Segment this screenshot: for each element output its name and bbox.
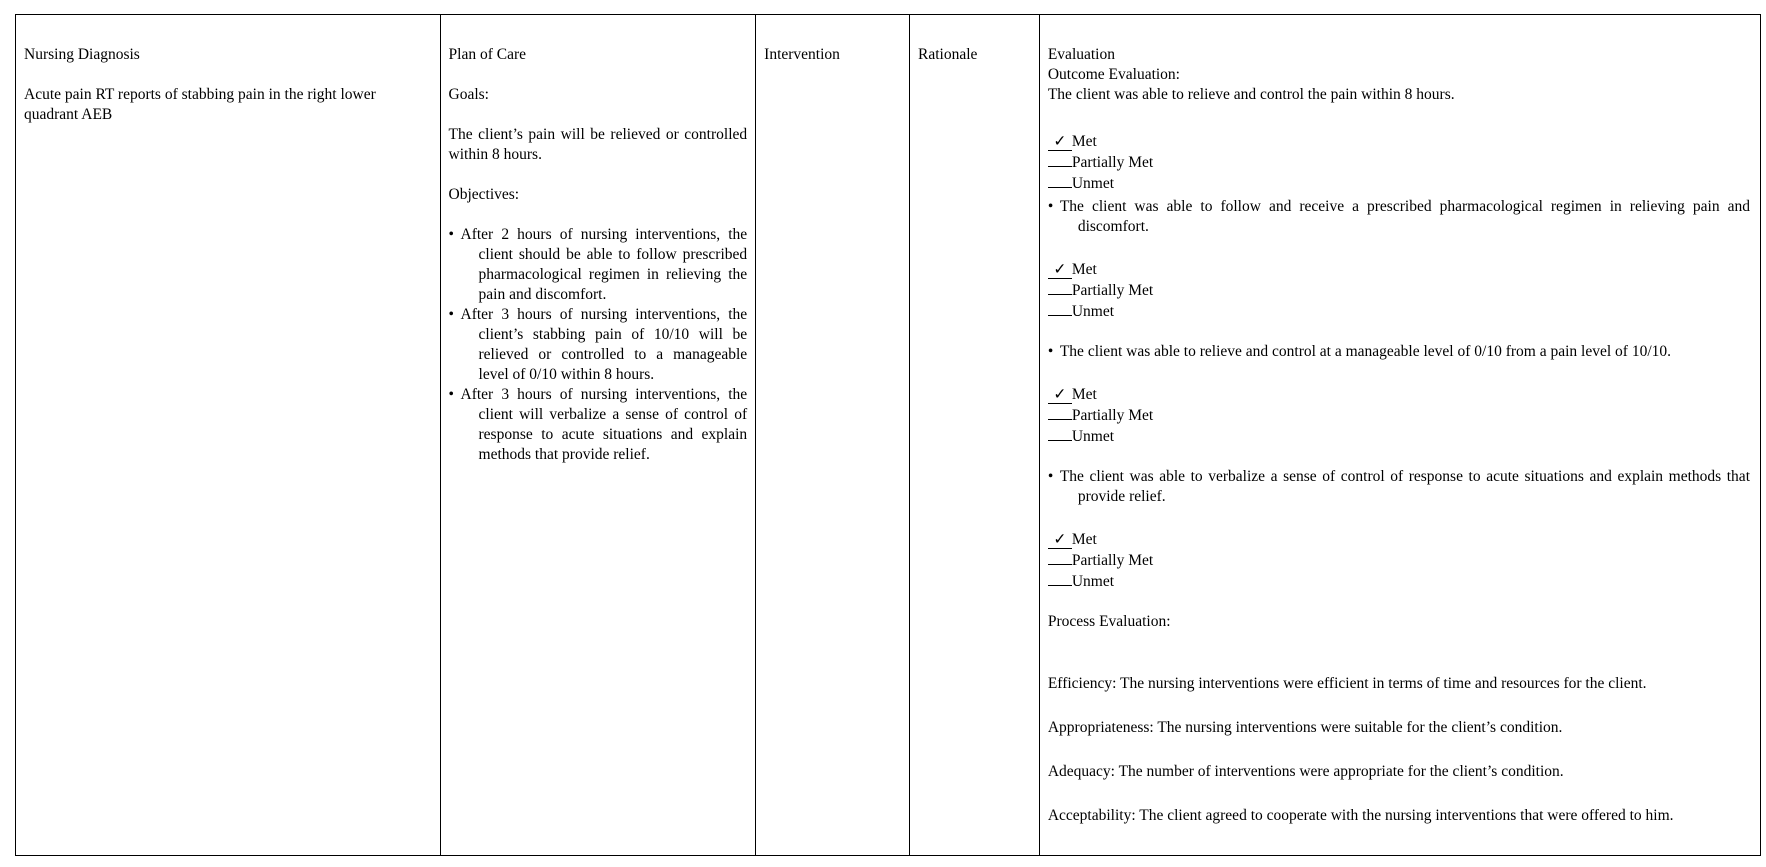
process-adequacy: Adequacy: The number of interventions were appropriate for the client’s condition. <box>1047 763 1564 780</box>
bullet: • <box>448 226 454 243</box>
plan-heading: Plan of Care <box>448 46 526 63</box>
check-icon: ✓ <box>1048 261 1072 279</box>
column-plan-of-care <box>441 15 757 855</box>
evaluation-heading: Evaluation <box>1047 46 1115 63</box>
blank-line <box>1048 301 1072 316</box>
outcome-evaluation-label: Outcome Evaluation: <box>1047 66 1180 83</box>
outcome-item: • The client was able to follow and receive a prescribed pharmacological regimen in relieving pain and discomfort. <box>1047 198 1750 235</box>
process-appropriateness: Appropriateness: The nursing interventions were suitable for the client’s condition. <box>1047 719 1563 736</box>
blank-line <box>1048 550 1072 565</box>
care-plan-table <box>15 14 1761 856</box>
blank-line <box>1048 571 1072 586</box>
objective-item: • After 3 hours of nursing interventions, the client will verbalize a sense of control of response to acute situations and explain methods that provide relief. <box>448 386 748 463</box>
diagnosis-text: Acute pain RT reports of stabbing pain in the right lower quadrant AEB <box>24 86 376 123</box>
outcome-item: • The client was able to verbalize a sense of control of response to acute situations and explain methods that provide relief. <box>1047 468 1750 505</box>
objective-item: • After 3 hours of nursing interventions, the client’s stabbing pain of 10/10 will be relieved or controlled to a manageable level of 0/10 within 8 hours. <box>448 306 748 383</box>
check-icon: ✓ <box>1048 531 1072 549</box>
check-icon: ✓ <box>1048 133 1072 151</box>
objective-item: • After 2 hours of nursing interventions, the client should be able to follow prescribed pharmacological regimen in relieving the pain and discomfort. <box>448 226 748 303</box>
process-efficiency: Efficiency: The nursing interventions were efficient in terms of time and resources for the client. <box>1047 675 1647 692</box>
outcome-list <box>1048 342 1750 362</box>
column-intervention <box>756 15 910 855</box>
column-rationale <box>910 15 1040 855</box>
intervention-heading: Intervention <box>764 46 840 63</box>
goal-text: The client’s pain will be relieved or controlled within 8 hours. <box>448 126 748 163</box>
blank-line <box>1048 405 1072 420</box>
rating-group: ✓ Met Partially Met Unmet <box>1048 260 1750 322</box>
blank-line <box>1048 280 1072 295</box>
bullet: • <box>448 386 454 403</box>
column-nursing-diagnosis <box>16 15 441 855</box>
rating-group: ✓ Met Partially Met Unmet <box>1048 385 1750 447</box>
blank-line <box>1048 173 1072 188</box>
outcome-evaluation-text: The client was able to relieve and control the pain within 8 hours. <box>1047 86 1455 103</box>
process-acceptability: Acceptability: The client agreed to cooperate with the nursing interventions that were offered to him. <box>1047 807 1674 824</box>
outcome-item: • The client was able to relieve and control at a manageable level of 0/10 from a pain level of 10/10. <box>1047 343 1671 360</box>
check-icon: ✓ <box>1048 386 1072 404</box>
blank-line <box>1048 152 1072 167</box>
rating-group: ✓ Met Partially Met Unmet <box>1048 530 1750 592</box>
diagnosis-heading: Nursing Diagnosis <box>24 46 140 63</box>
rating-group: ✓ Met Partially Met Unmet <box>1048 132 1750 194</box>
objectives-label: Objectives: <box>448 186 520 203</box>
outcome-list <box>1048 197 1750 237</box>
process-evaluation-label: Process Evaluation: <box>1047 613 1171 630</box>
rationale-heading: Rationale <box>917 46 978 63</box>
blank-line <box>1048 426 1072 441</box>
bullet: • <box>448 306 454 323</box>
goals-label: Goals: <box>448 86 489 103</box>
objectives-list <box>449 225 748 465</box>
column-evaluation <box>1040 15 1760 855</box>
outcome-list <box>1048 467 1750 507</box>
